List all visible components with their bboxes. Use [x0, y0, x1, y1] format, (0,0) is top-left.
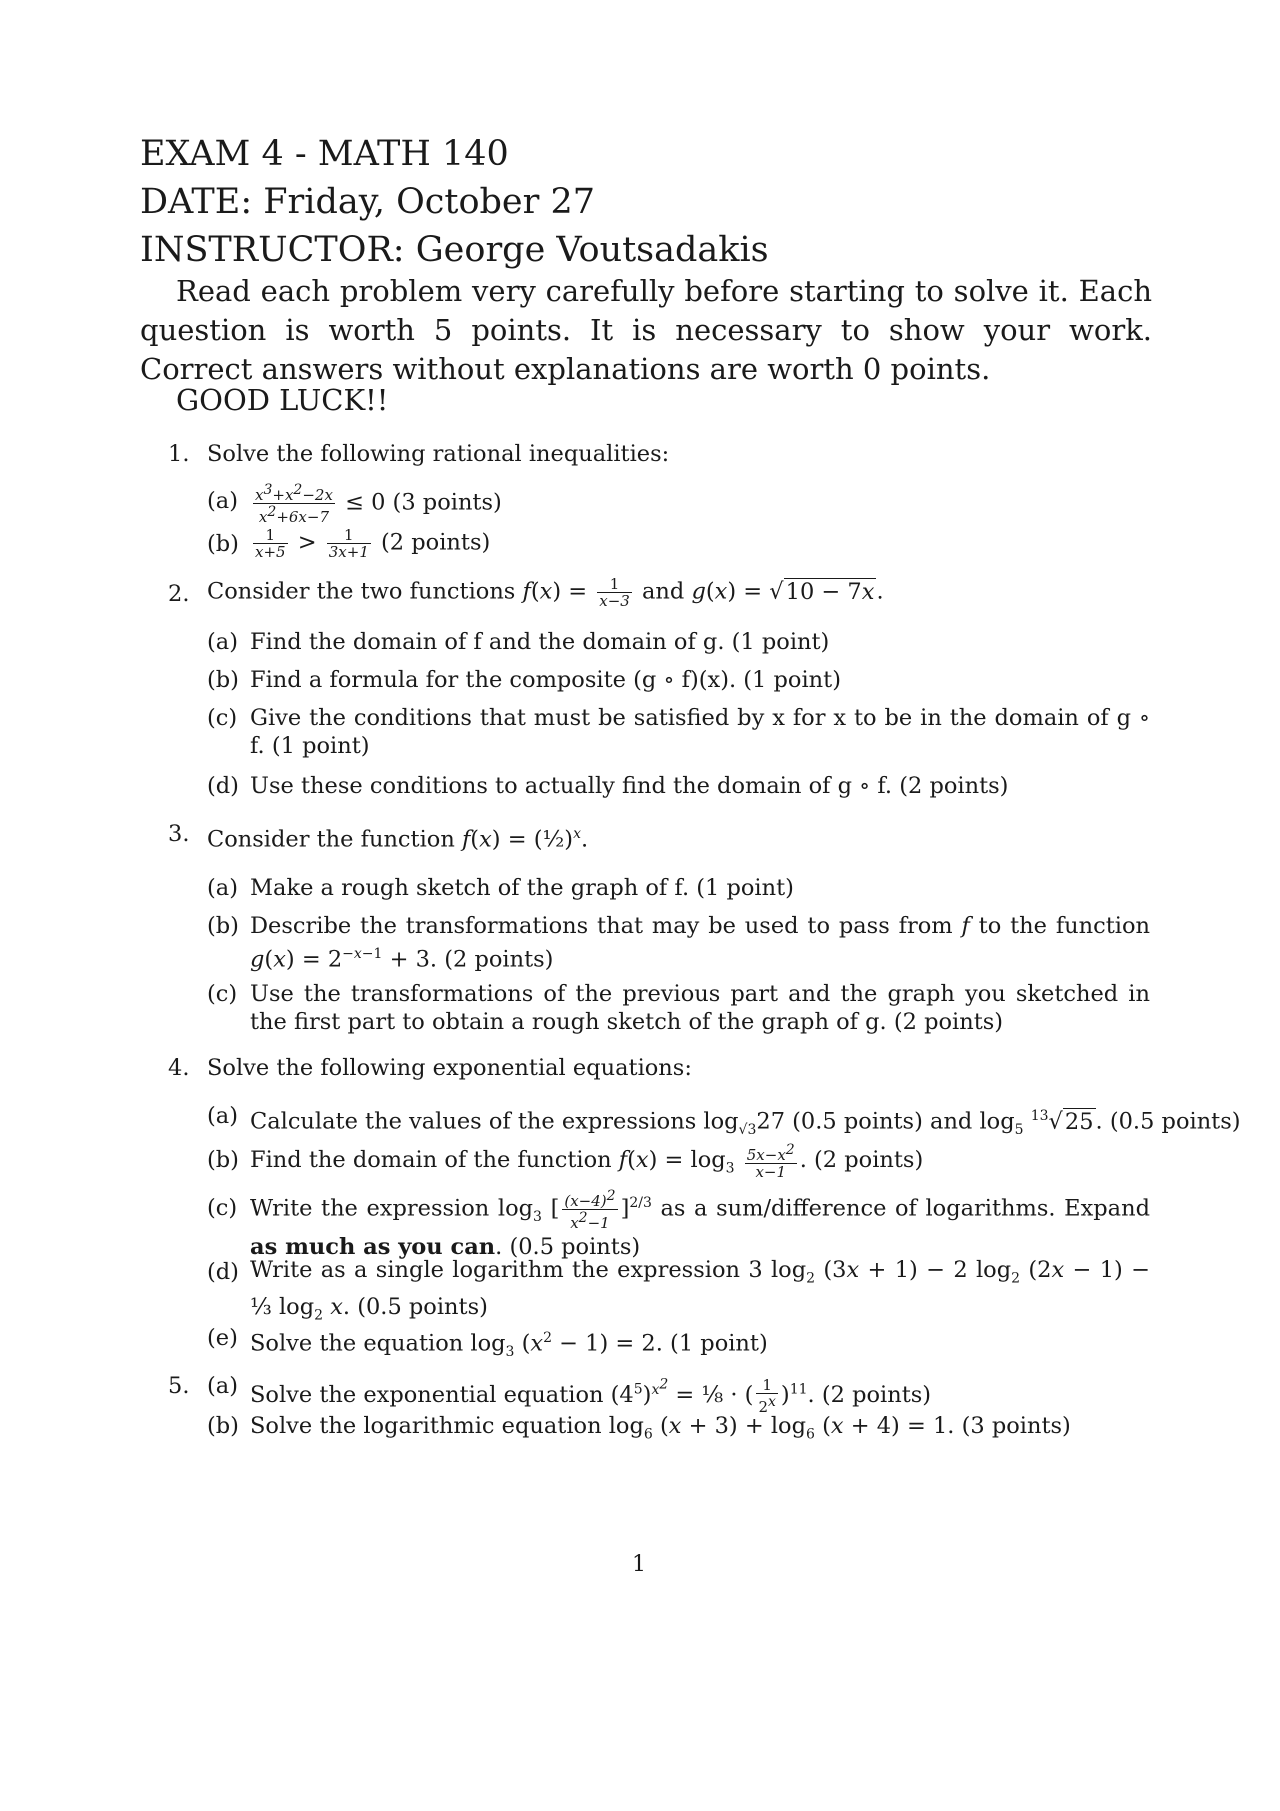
exam-instructor: INSTRUCTOR: George Voutsadakis	[140, 230, 769, 270]
q4e-label: (e)	[207, 1325, 238, 1351]
q1a-expression: $\frac{x^3+x^2-2x}{x^2+6x-7}$ ≤ 0 (3 points)	[255, 482, 502, 526]
q2c-label: (c)	[207, 705, 238, 731]
q1a-label: (a)	[207, 488, 238, 514]
q1a-points: ≤ 0 (3 points)	[345, 489, 502, 516]
q2d-label: (d)	[207, 773, 239, 799]
q1-text: Solve the following rational inequalities:	[207, 441, 670, 467]
exam-title: EXAM 4 - MATH 140	[140, 134, 509, 174]
q4c-label: (c)	[207, 1195, 238, 1221]
page-number: 1	[632, 1552, 646, 1577]
q4a-text: Calculate the values of the expressions $\log_{√3}27$ (0.5 points) and $\log_5 ^{13}√25$. (0.5 points)	[250, 1108, 1241, 1138]
q4e-text: Solve the equation $\log_3 (x^2 - 1) = 2$. (1 point)	[250, 1330, 768, 1360]
q3-number: 3.	[168, 821, 190, 847]
q2d-text: Use these conditions to actually find the domain of g ∘ f. (2 points)	[250, 773, 1009, 799]
q3b-label: (b)	[207, 913, 239, 939]
q3a-text: Make a rough sketch of the graph of f. (1 point)	[250, 875, 794, 901]
q2b-text: Find a formula for the composite (g ∘ f)(x). (1 point)	[250, 667, 841, 693]
q4b-text: Find the domain of the function $f(x) = \log_3$ $\frac{5x-x^2}{x-1}$ . (2 points)	[250, 1142, 924, 1181]
q5-number: 5.	[168, 1373, 190, 1399]
q2c-text: Give the conditions that must be satisfied by x for x to be in the domain of g ∘ f. (1 point)	[250, 705, 1150, 759]
q5b-label: (b)	[207, 1413, 239, 1439]
q3-text: Consider the function f(x) = (½)$^x$.	[207, 826, 589, 853]
q1-number: 1.	[168, 441, 190, 467]
exam-date: DATE: Friday, October 27	[140, 182, 596, 222]
q4a-label: (a)	[207, 1103, 238, 1129]
q3c-text: Use the transformations of the previous part and the graph you sketched in the first part to obtain a rough sketch of the graph of g. (2 points)	[250, 981, 1150, 1035]
q4-text: Solve the following exponential equations:	[207, 1055, 692, 1081]
q3b-text: Describe the transformations that may be used to pass from f to the function $g(x) = 2^{-x-1} + 3$. (2 points)	[250, 913, 1150, 973]
instructions: Read each problem very carefully before starting to solve it. Each question is worth 5 points. It is necessary to show your work. Correct answers without explanations are worth 0 points.	[140, 274, 1152, 386]
q3a-label: (a)	[207, 875, 238, 901]
q5a-label: (a)	[207, 1373, 238, 1399]
q5b-text: Solve the logarithmic equation $\log_6 (x + 3) + \log_6 (x + 4) = 1$. (3 points)	[250, 1413, 1071, 1443]
q4d-label: (d)	[207, 1259, 239, 1285]
q4c-text: Write the expression $\log_3$ [ $\frac{(x-4)^2}{x^2-1}$ ]$^{2/3}$ as a sum/difference of logarithms. Expand as much as you can. (0.5 points)	[250, 1188, 1150, 1260]
q4-number: 4.	[168, 1055, 190, 1081]
q4b-label: (b)	[207, 1147, 239, 1173]
q4d-text: Write as a single logarithm the expression 3 $\log_2 (3x + 1) - 2$ $\log_2 (2x - 1)$ − ⅓ $\log_2 x$. (0.5 points)	[250, 1257, 1150, 1323]
q1b-points: (2 points)	[381, 529, 491, 556]
q2-text: Consider the two functions f(x) = $\frac{1}{x-3}$ and g(x) = √10 − 7x.	[207, 575, 884, 610]
q1b-expression: $\frac{1}{x+5}$ > $\frac{1}{3x+1}$ (2 points)	[255, 526, 491, 561]
q3c-label: (c)	[207, 981, 238, 1007]
q2-number: 2.	[168, 581, 190, 607]
good-luck: GOOD LUCK!!	[176, 383, 389, 417]
q2a-text: Find the domain of f and the domain of g. (1 point)	[250, 629, 830, 655]
q2a-label: (a)	[207, 629, 238, 655]
q2b-label: (b)	[207, 667, 239, 693]
q1b-label: (b)	[207, 531, 239, 557]
q5a-text: Solve the exponential equation $(4^5)^{x^2}$ = ⅛ · ( $\frac{1}{2^x}$ )$^{11}$. (2 points)	[250, 1376, 932, 1417]
